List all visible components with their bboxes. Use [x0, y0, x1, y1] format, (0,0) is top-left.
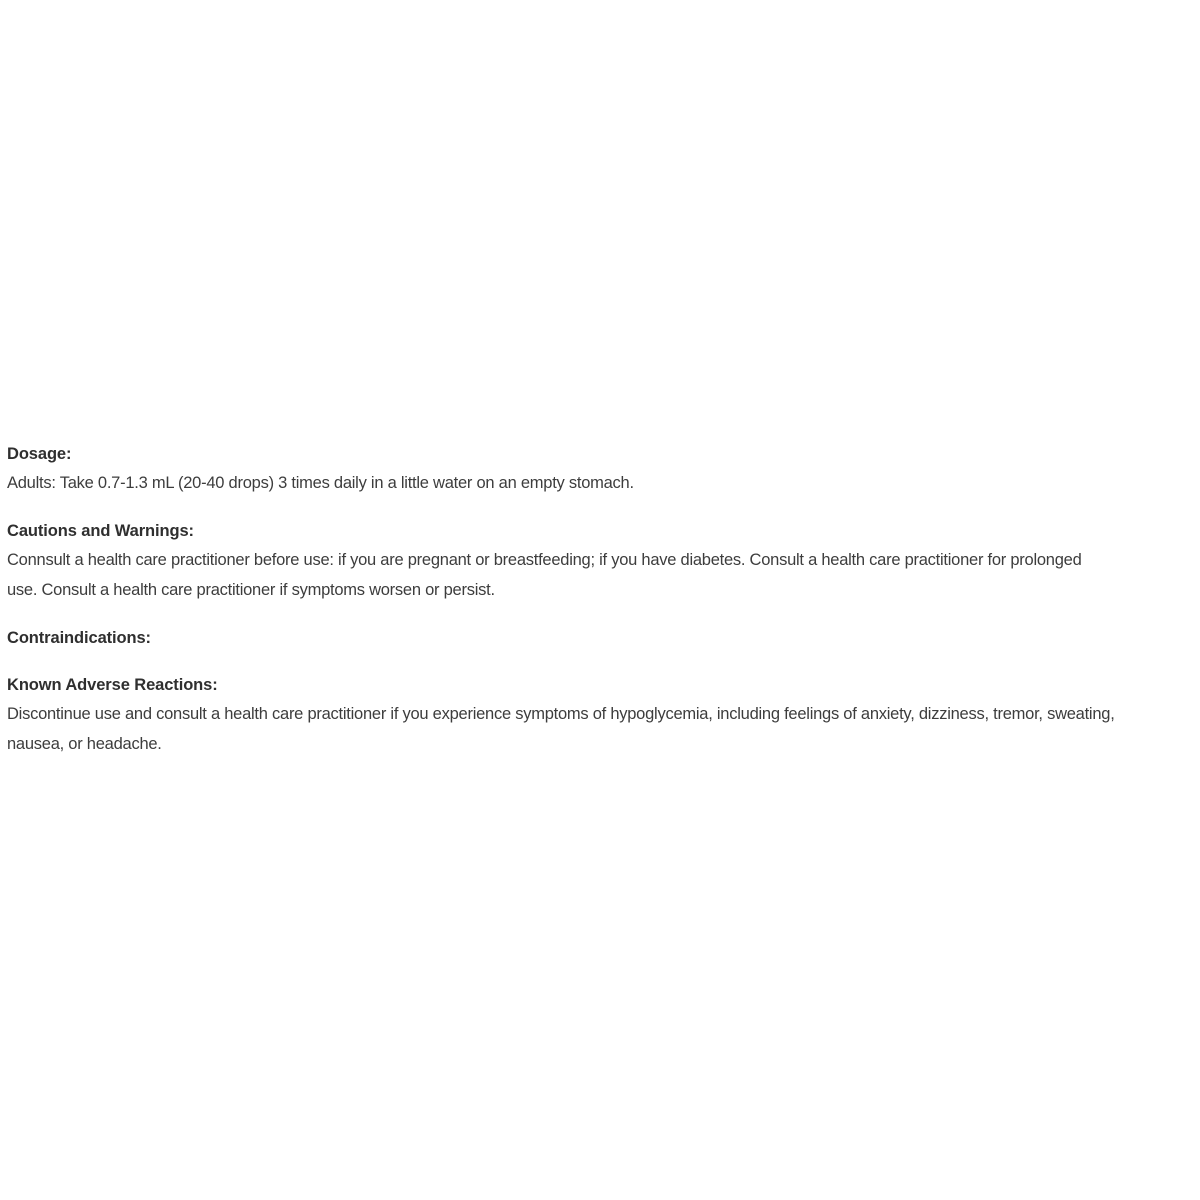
section-heading: Known Adverse Reactions:	[7, 676, 218, 694]
section-body-line: Discontinue use and consult a health care practitioner if you experience symptoms of hypoglycemia, including feelings of anxiety, dizziness, tremor, sweating,	[7, 705, 1115, 723]
content-section	[7, 671, 1197, 759]
section-heading: Cautions and Warnings:	[7, 522, 194, 540]
section-body-line: nausea, or headache.	[7, 735, 162, 753]
section-body-line: use. Consult a health care practitioner if symptoms worsen or persist.	[7, 581, 495, 599]
content-section	[7, 624, 1197, 652]
content-section	[7, 517, 1197, 605]
section-heading: Dosage:	[7, 445, 72, 463]
content-section	[7, 440, 1197, 498]
product-info-text	[7, 440, 1197, 778]
section-body-line: Adults: Take 0.7-1.3 mL (20-40 drops) 3 times daily in a little water on an empty stomach.	[7, 474, 634, 492]
section-heading: Contraindications:	[7, 629, 151, 647]
section-body-line: Connsult a health care practitioner before use: if you are pregnant or breastfeeding; if you have diabetes. Consult a health care practitioner for prolonged	[7, 551, 1082, 569]
